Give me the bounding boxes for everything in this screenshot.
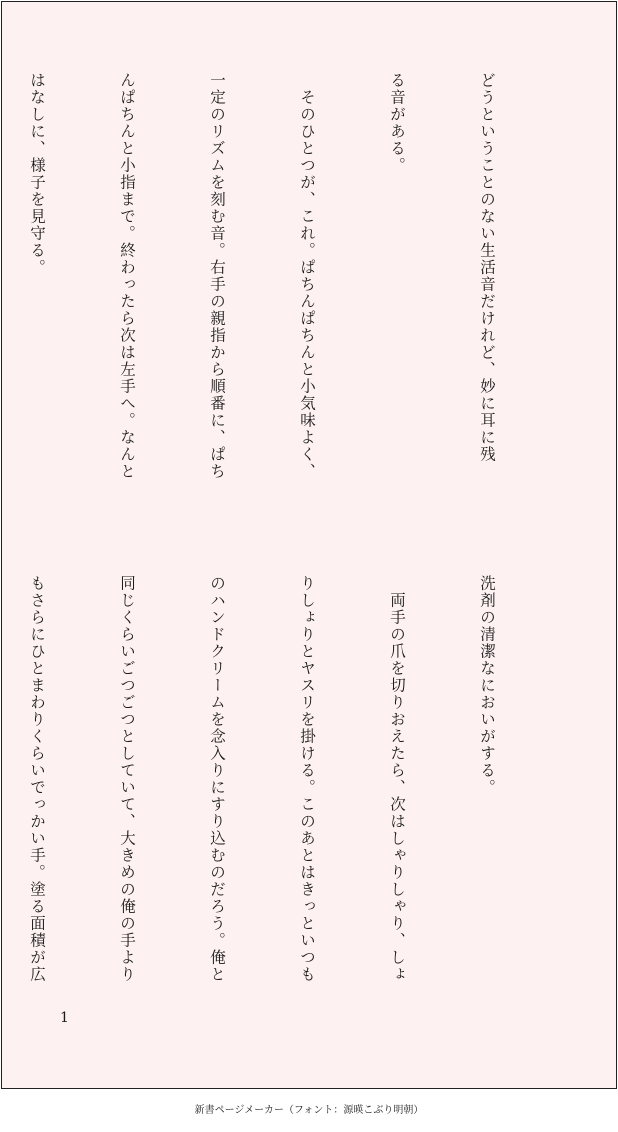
footer-caption: 新書ページメーカー（フォント：源暎こぶり明朝）: [194, 1105, 424, 1116]
page-number: 1: [60, 1010, 69, 1026]
text-line: 洗剤の清潔なにおいがする。: [478, 575, 496, 796]
text-line: りしょりとヤスリを掛ける。このあとはきっといつも: [298, 575, 316, 983]
text-line: そのひとつが、これ。ぱちんぱちんと小気味よく、: [298, 72, 316, 480]
text-line: 同じくらいごつごつとしていて、大きめの俺の手より: [118, 575, 136, 983]
text-line: のハンドクリームを念入りにすり込むのだろう。俺と: [208, 575, 226, 983]
text-line: 両手の爪を切りおえたら、次はしゃりしゃり、しょ: [388, 575, 406, 983]
manuscript-page: [1, 1, 617, 1089]
bottom-text-block: [0, 575, 562, 1045]
text-line: る音がある。: [388, 72, 406, 174]
text-line: んぱちんと小指まで。終わったら次は左手へ。なんと: [118, 72, 136, 480]
text-line: 一定のリズムを刻む音。右手の親指から順番に、ぱち: [208, 72, 226, 480]
text-line: もさらにひとまわりくらいでっかい手。塗る面積が広: [28, 575, 46, 983]
top-text-block: [0, 72, 562, 542]
text-line: どうということのない生活音だけれど、妙に耳に残: [478, 72, 496, 463]
text-line: はなしに、様子を見守る。: [28, 72, 46, 276]
